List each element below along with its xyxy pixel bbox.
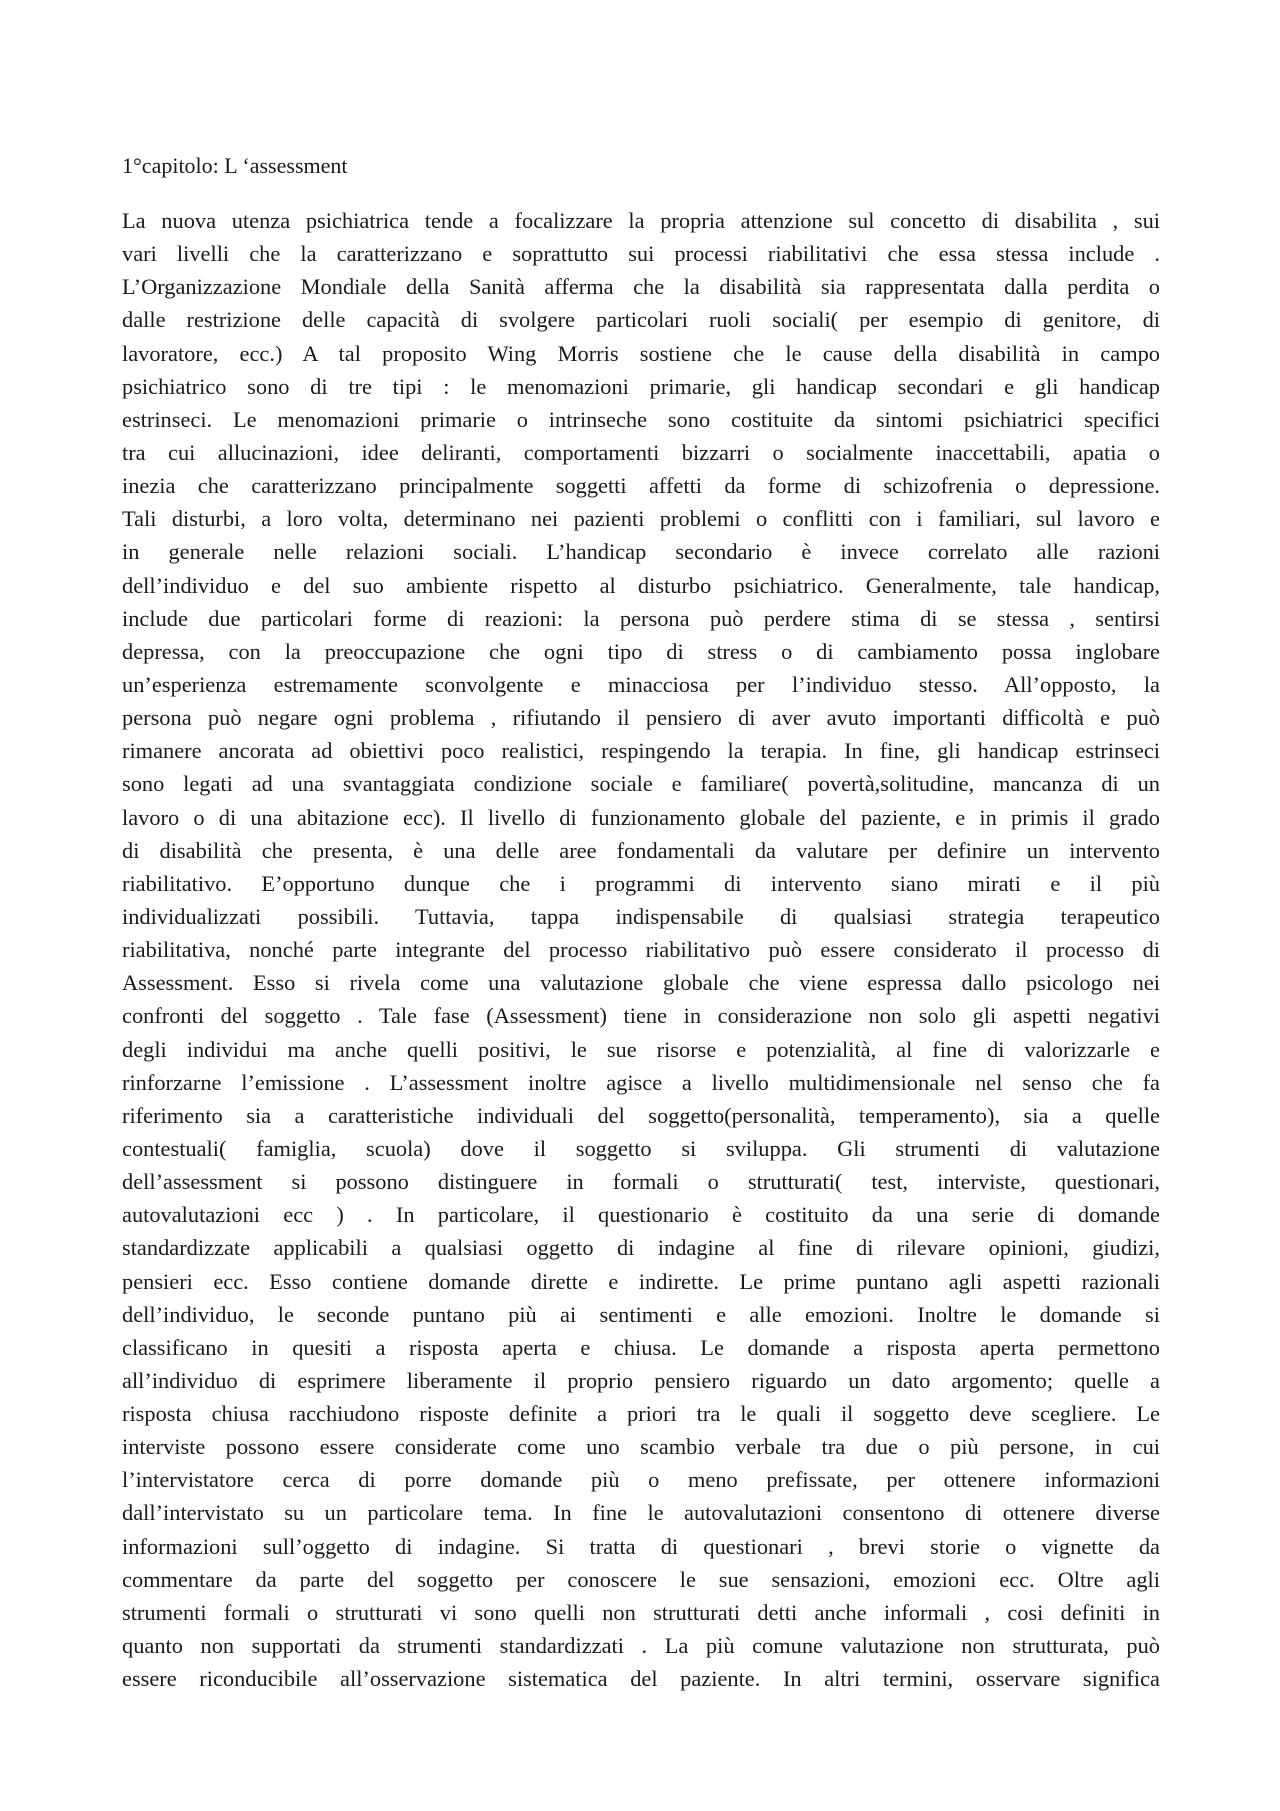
text-line: autovalutazioni ecc ) . In particolare, il questionario è costituito da una serie di domande	[122, 1202, 1160, 1228]
text-line: dell’individuo e del suo ambiente rispetto al disturbo psichiatrico. Generalmente, tale handicap,	[122, 572, 1160, 598]
text-line: lavoro o di una abitazione ecc). Il livello di funzionamento globale del paziente, e in primis il grado	[122, 804, 1160, 830]
text-line: degli individui ma anche quelli positivi, le sue risorse e potenzialità, al fine di valorizzarle e	[122, 1036, 1160, 1062]
text-line: classificano in quesiti a risposta aperta e chiusa. Le domande a risposta aperta permettono	[122, 1334, 1160, 1360]
text-line: interviste possono essere considerate come uno scambio verbale tra due o più persone, in cui	[122, 1434, 1160, 1460]
text-line: confronti del soggetto . Tale fase (Assessment) tiene in considerazione non solo gli aspetti negativi	[122, 1003, 1160, 1029]
text-line: standardizzate applicabili a qualsiasi oggetto di indagine al fine di rilevare opinioni, giudizi,	[122, 1235, 1160, 1261]
text-line: all’individuo di esprimere liberamente il proprio pensiero riguardo un dato argomento; quelle a	[122, 1367, 1160, 1393]
text-line: individualizzati possibili. Tuttavia, tappa indispensabile di qualsiasi strategia terapeutico	[122, 903, 1160, 929]
text-line: Assessment. Esso si rivela come una valutazione globale che viene espressa dallo psicologo nei	[122, 970, 1160, 996]
text-line: persona può negare ogni problema , rifiutando il pensiero di aver avuto importanti difficoltà e può	[122, 705, 1160, 731]
text-line: strumenti formali o strutturati vi sono quelli non strutturati detti anche informali , cosi definiti in	[122, 1599, 1160, 1625]
text-line: riabilitativa, nonché parte integrante del processo riabilitativo può essere considerato il processo di	[122, 937, 1160, 963]
text-line: sono legati ad una svantaggiata condizione sociale e familiare( povertà,solitudine, mancanza di un	[122, 771, 1160, 797]
text-line: tra cui allucinazioni, idee deliranti, comportamenti bizzarri o socialmente inaccettabili, apatia o	[122, 439, 1160, 465]
text-line: in generale nelle relazioni sociali. L’handicap secondario è invece correlato alle razioni	[122, 539, 1160, 565]
text-line: contestuali( famiglia, scuola) dove il soggetto si sviluppa. Gli strumenti di valutazione	[122, 1135, 1160, 1161]
text-line: di disabilità che presenta, è una delle aree fondamentali da valutare per definire un intervento	[122, 837, 1160, 863]
text-line: dell’assessment si possono distinguere in formali o strutturati( test, interviste, questionari,	[122, 1169, 1160, 1195]
text-line: riferimento sia a caratteristiche individuali del soggetto(personalità, temperamento), sia a quelle	[122, 1102, 1160, 1128]
text-line: estrinseci. Le menomazioni primarie o intrinseche sono costituite da sintomi psichiatrici specifici	[122, 406, 1160, 432]
text-line: include due particolari forme di reazioni: la persona può perdere stima di se stessa , sentirsi	[122, 605, 1160, 631]
text-line: risposta chiusa racchiudono risposte definite a priori tra le quali il soggetto deve scegliere. Le	[122, 1401, 1160, 1427]
body-paragraph	[122, 204, 1160, 1695]
text-line: l’intervistatore cerca di porre domande più o meno prefissate, per ottenere informazioni	[122, 1467, 1160, 1493]
text-line: rinforzarne l’emissione . L’assessment inoltre agisce a livello multidimensionale nel senso che fa	[122, 1069, 1160, 1095]
text-line: depressa, con la preoccupazione che ogni tipo di stress o di cambiamento possa inglobare	[122, 638, 1160, 664]
text-line: informazioni sull’oggetto di indagine. Si tratta di questionari , brevi storie o vignette da	[122, 1533, 1160, 1559]
text-line: vari livelli che la caratterizzano e soprattutto sui processi riabilitativi che essa stessa include .	[122, 241, 1160, 267]
text-line: La nuova utenza psichiatrica tende a focalizzare la propria attenzione sul concetto di disabilita , sui	[122, 208, 1160, 233]
text-line: pensieri ecc. Esso contiene domande dirette e indirette. Le prime puntano agli aspetti razionali	[122, 1268, 1160, 1294]
text-line: psichiatrico sono di tre tipi : le menomazioni primarie, gli handicap secondari e gli handicap	[122, 373, 1160, 399]
text-line: lavoratore, ecc.) A tal proposito Wing Morris sostiene che le cause della disabilità in campo	[122, 340, 1160, 366]
text-line: inezia che caratterizzano principalmente soggetti affetti da forme di schizofrenia o depressione.	[122, 473, 1160, 499]
text-line: dall’intervistato su un particolare tema. In fine le autovalutazioni consentono di ottenere diverse	[122, 1500, 1160, 1526]
text-line: riabilitativo. E’opportuno dunque che i programmi di intervento siano mirati e il più	[122, 870, 1160, 896]
text-line: dalle restrizione delle capacità di svolgere particolari ruoli sociali( per esempio di genitore, di	[122, 307, 1160, 333]
text-line: dell’individuo, le seconde puntano più ai sentimenti e alle emozioni. Inoltre le domande si	[122, 1301, 1160, 1327]
text-line: quanto non supportati da strumenti standardizzati . La più comune valutazione non strutturata, può	[122, 1633, 1160, 1659]
text-line: L’Organizzazione Mondiale della Sanità afferma che la disabilità sia rappresentata dalla perdita o	[122, 274, 1160, 300]
text-line: commentare da parte del soggetto per conoscere le sue sensazioni, emozioni ecc. Oltre agli	[122, 1566, 1160, 1592]
text-line: essere riconducibile all’osservazione sistematica del paziente. In altri termini, osservare significa	[122, 1666, 1160, 1692]
chapter-title: 1°capitolo: L ‘assessment	[122, 153, 348, 178]
text-line: Tali disturbi, a loro volta, determinano nei pazienti problemi o conflitti con i familiari, sul lavoro e	[122, 506, 1160, 532]
text-line: un’esperienza estremamente sconvolgente e minacciosa per l’individuo stesso. All’opposto, la	[122, 671, 1160, 697]
text-line: rimanere ancorata ad obiettivi poco realistici, respingendo la terapia. In fine, gli handicap estrinseci	[122, 738, 1160, 764]
